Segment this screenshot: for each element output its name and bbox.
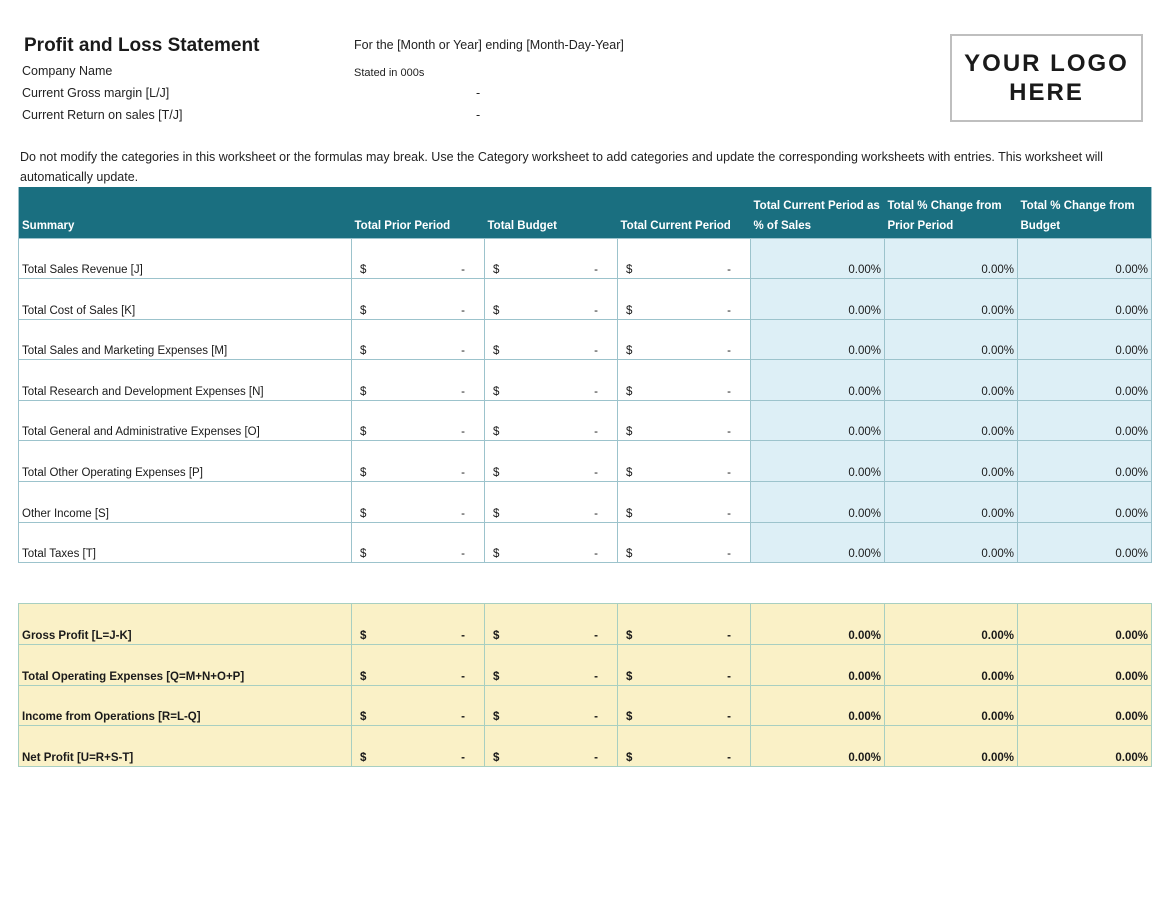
row-label: Income from Operations [R=L-Q]: [22, 711, 201, 724]
gross-margin-value: -: [476, 86, 481, 100]
amount-value: -: [727, 385, 731, 398]
chg-budget-cell[interactable]: [1018, 522, 1152, 563]
row-label-cell[interactable]: [19, 279, 352, 320]
budget-cell[interactable]: [485, 604, 618, 645]
table-row: [19, 360, 1152, 401]
prior-cell[interactable]: [352, 522, 485, 563]
percent-value: 0.00%: [848, 385, 881, 398]
totals-table: [18, 603, 1152, 767]
table-row: [19, 441, 1152, 482]
percent-value: 0.00%: [848, 629, 881, 642]
row-label: Total Other Operating Expenses [P]: [22, 467, 203, 480]
currency-symbol: $: [360, 670, 367, 683]
current-cell[interactable]: [618, 644, 751, 685]
prior-cell[interactable]: [352, 482, 485, 523]
logo-line-2: HERE: [1009, 79, 1084, 106]
amount-value: -: [594, 711, 598, 724]
prior-cell[interactable]: [352, 400, 485, 441]
percent-value: 0.00%: [848, 264, 881, 277]
row-label-cell[interactable]: [19, 726, 352, 767]
summary-table: [18, 187, 1152, 563]
percent-value: 0.00%: [1115, 548, 1148, 561]
currency-symbol: $: [360, 426, 367, 439]
row-label: Total Sales Revenue [J]: [22, 264, 143, 277]
currency-symbol: $: [493, 752, 500, 765]
amount-value: -: [461, 629, 465, 642]
pct-sales-cell[interactable]: [751, 400, 885, 441]
row-label-cell[interactable]: [19, 644, 352, 685]
percent-value: 0.00%: [981, 385, 1014, 398]
col-prior-header[interactable]: Total Prior Period: [352, 187, 485, 238]
prior-cell[interactable]: [352, 644, 485, 685]
chg-prior-cell[interactable]: [885, 279, 1018, 320]
amount-value: -: [594, 670, 598, 683]
pct-sales-cell[interactable]: [751, 726, 885, 767]
currency-symbol: $: [360, 264, 367, 277]
amount-value: -: [727, 304, 731, 317]
amount-value: -: [461, 548, 465, 561]
amount-value: -: [727, 548, 731, 561]
current-cell[interactable]: [618, 441, 751, 482]
chg-prior-cell[interactable]: [885, 482, 1018, 523]
table-row: [19, 685, 1152, 726]
budget-cell[interactable]: [485, 279, 618, 320]
percent-value: 0.00%: [848, 711, 881, 724]
currency-symbol: $: [626, 507, 633, 520]
chg-budget-cell[interactable]: [1018, 604, 1152, 645]
pct-sales-cell[interactable]: [751, 644, 885, 685]
current-cell[interactable]: [618, 360, 751, 401]
row-label: Total Sales and Marketing Expenses [M]: [22, 345, 228, 358]
percent-value: 0.00%: [981, 629, 1014, 642]
currency-symbol: $: [360, 629, 367, 642]
budget-cell[interactable]: [485, 360, 618, 401]
prior-cell[interactable]: [352, 360, 485, 401]
chg-budget-cell[interactable]: [1018, 279, 1152, 320]
pct-sales-cell[interactable]: [751, 360, 885, 401]
current-cell[interactable]: [618, 319, 751, 360]
percent-value: 0.00%: [848, 426, 881, 439]
pct-sales-cell[interactable]: [751, 522, 885, 563]
currency-symbol: $: [626, 711, 633, 724]
amount-value: -: [727, 670, 731, 683]
row-label: Gross Profit [L=J-K]: [22, 629, 132, 642]
summary-header-row: [19, 187, 1152, 238]
budget-cell[interactable]: [485, 238, 618, 279]
prior-cell[interactable]: [352, 319, 485, 360]
chg-budget-cell[interactable]: [1018, 644, 1152, 685]
amount-value: -: [594, 426, 598, 439]
table-row: [19, 238, 1152, 279]
col-chg-prior-header[interactable]: Total % Change from Prior Period: [885, 187, 1018, 238]
col-summary-header[interactable]: Summary: [19, 187, 352, 238]
current-cell[interactable]: [618, 604, 751, 645]
percent-value: 0.00%: [848, 752, 881, 765]
percent-value: 0.00%: [981, 711, 1014, 724]
chg-budget-cell[interactable]: [1018, 360, 1152, 401]
amount-value: -: [594, 385, 598, 398]
table-row: [19, 400, 1152, 441]
chg-budget-cell[interactable]: [1018, 482, 1152, 523]
percent-value: 0.00%: [981, 426, 1014, 439]
percent-value: 0.00%: [1115, 467, 1148, 480]
amount-value: -: [461, 304, 465, 317]
current-cell[interactable]: [618, 522, 751, 563]
amount-value: -: [461, 711, 465, 724]
gross-margin-label: Current Gross margin [L/J]: [22, 86, 170, 100]
percent-value: 0.00%: [981, 752, 1014, 765]
amount-value: -: [727, 629, 731, 642]
currency-symbol: $: [493, 385, 500, 398]
instruction-note: Do not modify the categories in this worksheet or the formulas may break. Use the Category worksheet to add categories and update the corresponding worksheets with entries. This worksheet will automatically update.: [20, 150, 1103, 184]
chg-budget-cell[interactable]: [1018, 441, 1152, 482]
prior-cell[interactable]: [352, 279, 485, 320]
currency-symbol: $: [493, 467, 500, 480]
amount-value: -: [594, 304, 598, 317]
row-label: Total Cost of Sales [K]: [22, 304, 136, 317]
amount-value: -: [727, 752, 731, 765]
budget-cell[interactable]: [485, 644, 618, 685]
col-budget-header[interactable]: Total Budget: [485, 187, 618, 238]
stated-in-text: Stated in 000s: [354, 67, 425, 79]
chg-prior-cell[interactable]: [885, 604, 1018, 645]
return-on-sales-label: Current Return on sales [T/J]: [22, 108, 183, 122]
currency-symbol: $: [626, 426, 633, 439]
amount-value: -: [727, 711, 731, 724]
percent-value: 0.00%: [1115, 711, 1148, 724]
amount-value: -: [461, 426, 465, 439]
col-chg-budget-header[interactable]: Total % Change from Budget: [1018, 187, 1152, 238]
logo-placeholder[interactable]: [950, 34, 1143, 122]
table-row: [19, 726, 1152, 767]
amount-value: -: [727, 264, 731, 277]
chg-prior-cell[interactable]: [885, 685, 1018, 726]
amount-value: -: [594, 467, 598, 480]
percent-value: 0.00%: [848, 548, 881, 561]
percent-value: 0.00%: [1115, 670, 1148, 683]
col-pct-sales-header[interactable]: Total Current Period as % of Sales: [751, 187, 885, 238]
currency-symbol: $: [360, 345, 367, 358]
chg-prior-cell[interactable]: [885, 238, 1018, 279]
return-on-sales-value: -: [476, 108, 481, 122]
current-cell[interactable]: [618, 400, 751, 441]
chg-budget-cell[interactable]: [1018, 400, 1152, 441]
budget-cell[interactable]: [485, 400, 618, 441]
current-cell[interactable]: [618, 482, 751, 523]
chg-prior-cell[interactable]: [885, 441, 1018, 482]
percent-value: 0.00%: [981, 467, 1014, 480]
amount-value: -: [594, 548, 598, 561]
row-label-cell[interactable]: [19, 360, 352, 401]
chg-prior-cell[interactable]: [885, 319, 1018, 360]
currency-symbol: $: [626, 629, 633, 642]
currency-symbol: $: [493, 264, 500, 277]
company-name[interactable]: Company Name: [22, 64, 113, 78]
budget-cell[interactable]: [485, 482, 618, 523]
chg-prior-cell[interactable]: [885, 360, 1018, 401]
currency-symbol: $: [493, 629, 500, 642]
col-current-header[interactable]: Total Current Period: [618, 187, 751, 238]
percent-value: 0.00%: [1115, 264, 1148, 277]
amount-value: -: [461, 264, 465, 277]
chg-prior-cell[interactable]: [885, 400, 1018, 441]
percent-value: 0.00%: [1115, 385, 1148, 398]
row-label-cell[interactable]: [19, 319, 352, 360]
prior-cell[interactable]: [352, 238, 485, 279]
percent-value: 0.00%: [981, 548, 1014, 561]
table-row: [19, 279, 1152, 320]
chg-prior-cell[interactable]: [885, 726, 1018, 767]
currency-symbol: $: [626, 264, 633, 277]
pct-sales-cell[interactable]: [751, 238, 885, 279]
chg-prior-cell[interactable]: [885, 522, 1018, 563]
pct-sales-cell[interactable]: [751, 441, 885, 482]
pct-sales-cell[interactable]: [751, 319, 885, 360]
row-label-cell[interactable]: [19, 441, 352, 482]
percent-value: 0.00%: [848, 670, 881, 683]
amount-value: -: [594, 264, 598, 277]
currency-symbol: $: [360, 548, 367, 561]
amount-value: -: [594, 629, 598, 642]
row-label-cell[interactable]: [19, 685, 352, 726]
amount-value: -: [461, 507, 465, 520]
table-row: [19, 522, 1152, 563]
currency-symbol: $: [626, 345, 633, 358]
row-label-cell[interactable]: [19, 238, 352, 279]
page-title: Profit and Loss Statement: [24, 35, 260, 56]
percent-value: 0.00%: [981, 507, 1014, 520]
pct-sales-cell[interactable]: [751, 604, 885, 645]
budget-cell[interactable]: [485, 441, 618, 482]
budget-cell[interactable]: [485, 685, 618, 726]
current-cell[interactable]: [618, 279, 751, 320]
amount-value: -: [727, 507, 731, 520]
percent-value: 0.00%: [981, 264, 1014, 277]
currency-symbol: $: [626, 548, 633, 561]
percent-value: 0.00%: [848, 304, 881, 317]
currency-symbol: $: [493, 548, 500, 561]
chg-budget-cell[interactable]: [1018, 319, 1152, 360]
percent-value: 0.00%: [981, 670, 1014, 683]
current-cell[interactable]: [618, 726, 751, 767]
budget-cell[interactable]: [485, 319, 618, 360]
row-label-cell[interactable]: [19, 522, 352, 563]
currency-symbol: $: [493, 304, 500, 317]
chg-budget-cell[interactable]: [1018, 726, 1152, 767]
amount-value: -: [461, 385, 465, 398]
currency-symbol: $: [626, 467, 633, 480]
currency-symbol: $: [360, 385, 367, 398]
currency-symbol: $: [626, 752, 633, 765]
period-text[interactable]: For the [Month or Year] ending [Month-Day-Year]: [354, 38, 624, 52]
table-row: [19, 644, 1152, 685]
currency-symbol: $: [493, 670, 500, 683]
amount-value: -: [594, 507, 598, 520]
row-label: Total Operating Expenses [Q=M+N+O+P]: [22, 670, 245, 683]
currency-symbol: $: [360, 752, 367, 765]
pct-sales-cell[interactable]: [751, 279, 885, 320]
amount-value: -: [461, 752, 465, 765]
percent-value: 0.00%: [981, 304, 1014, 317]
budget-cell[interactable]: [485, 726, 618, 767]
prior-cell[interactable]: [352, 685, 485, 726]
row-label: Total Research and Development Expenses [N]: [22, 385, 264, 398]
amount-value: -: [461, 467, 465, 480]
percent-value: 0.00%: [1115, 426, 1148, 439]
percent-value: 0.00%: [848, 467, 881, 480]
currency-symbol: $: [626, 385, 633, 398]
row-label-cell[interactable]: [19, 400, 352, 441]
amount-value: -: [727, 467, 731, 480]
percent-value: 0.00%: [1115, 507, 1148, 520]
row-label: Net Profit [U=R+S-T]: [22, 752, 134, 765]
budget-cell[interactable]: [485, 522, 618, 563]
amount-value: -: [461, 670, 465, 683]
percent-value: 0.00%: [1115, 752, 1148, 765]
chg-budget-cell[interactable]: [1018, 238, 1152, 279]
row-label: Total Taxes [T]: [22, 548, 96, 561]
pct-sales-cell[interactable]: [751, 685, 885, 726]
currency-symbol: $: [360, 467, 367, 480]
table-row: [19, 319, 1152, 360]
percent-value: 0.00%: [1115, 345, 1148, 358]
currency-symbol: $: [493, 345, 500, 358]
amount-value: -: [461, 345, 465, 358]
pct-sales-cell[interactable]: [751, 482, 885, 523]
currency-symbol: $: [493, 711, 500, 724]
amount-value: -: [727, 345, 731, 358]
percent-value: 0.00%: [848, 345, 881, 358]
currency-symbol: $: [360, 507, 367, 520]
current-cell[interactable]: [618, 238, 751, 279]
percent-value: 0.00%: [1115, 629, 1148, 642]
chg-budget-cell[interactable]: [1018, 685, 1152, 726]
percent-value: 0.00%: [981, 345, 1014, 358]
row-label: Other Income [S]: [22, 507, 109, 520]
logo-line-1: YOUR LOGO: [964, 50, 1129, 77]
percent-value: 0.00%: [1115, 304, 1148, 317]
prior-cell[interactable]: [352, 726, 485, 767]
currency-symbol: $: [493, 507, 500, 520]
currency-symbol: $: [626, 670, 633, 683]
table-row: [19, 482, 1152, 523]
row-label: Total General and Administrative Expenses [O]: [22, 426, 260, 439]
current-cell[interactable]: [618, 685, 751, 726]
amount-value: -: [594, 752, 598, 765]
table-row: [19, 604, 1152, 645]
amount-value: -: [594, 345, 598, 358]
prior-cell[interactable]: [352, 441, 485, 482]
amount-value: -: [727, 426, 731, 439]
row-label-cell[interactable]: [19, 482, 352, 523]
currency-symbol: $: [360, 304, 367, 317]
row-label-cell[interactable]: [19, 604, 352, 645]
currency-symbol: $: [493, 426, 500, 439]
currency-symbol: $: [626, 304, 633, 317]
prior-cell[interactable]: [352, 604, 485, 645]
chg-prior-cell[interactable]: [885, 644, 1018, 685]
currency-symbol: $: [360, 711, 367, 724]
percent-value: 0.00%: [848, 507, 881, 520]
